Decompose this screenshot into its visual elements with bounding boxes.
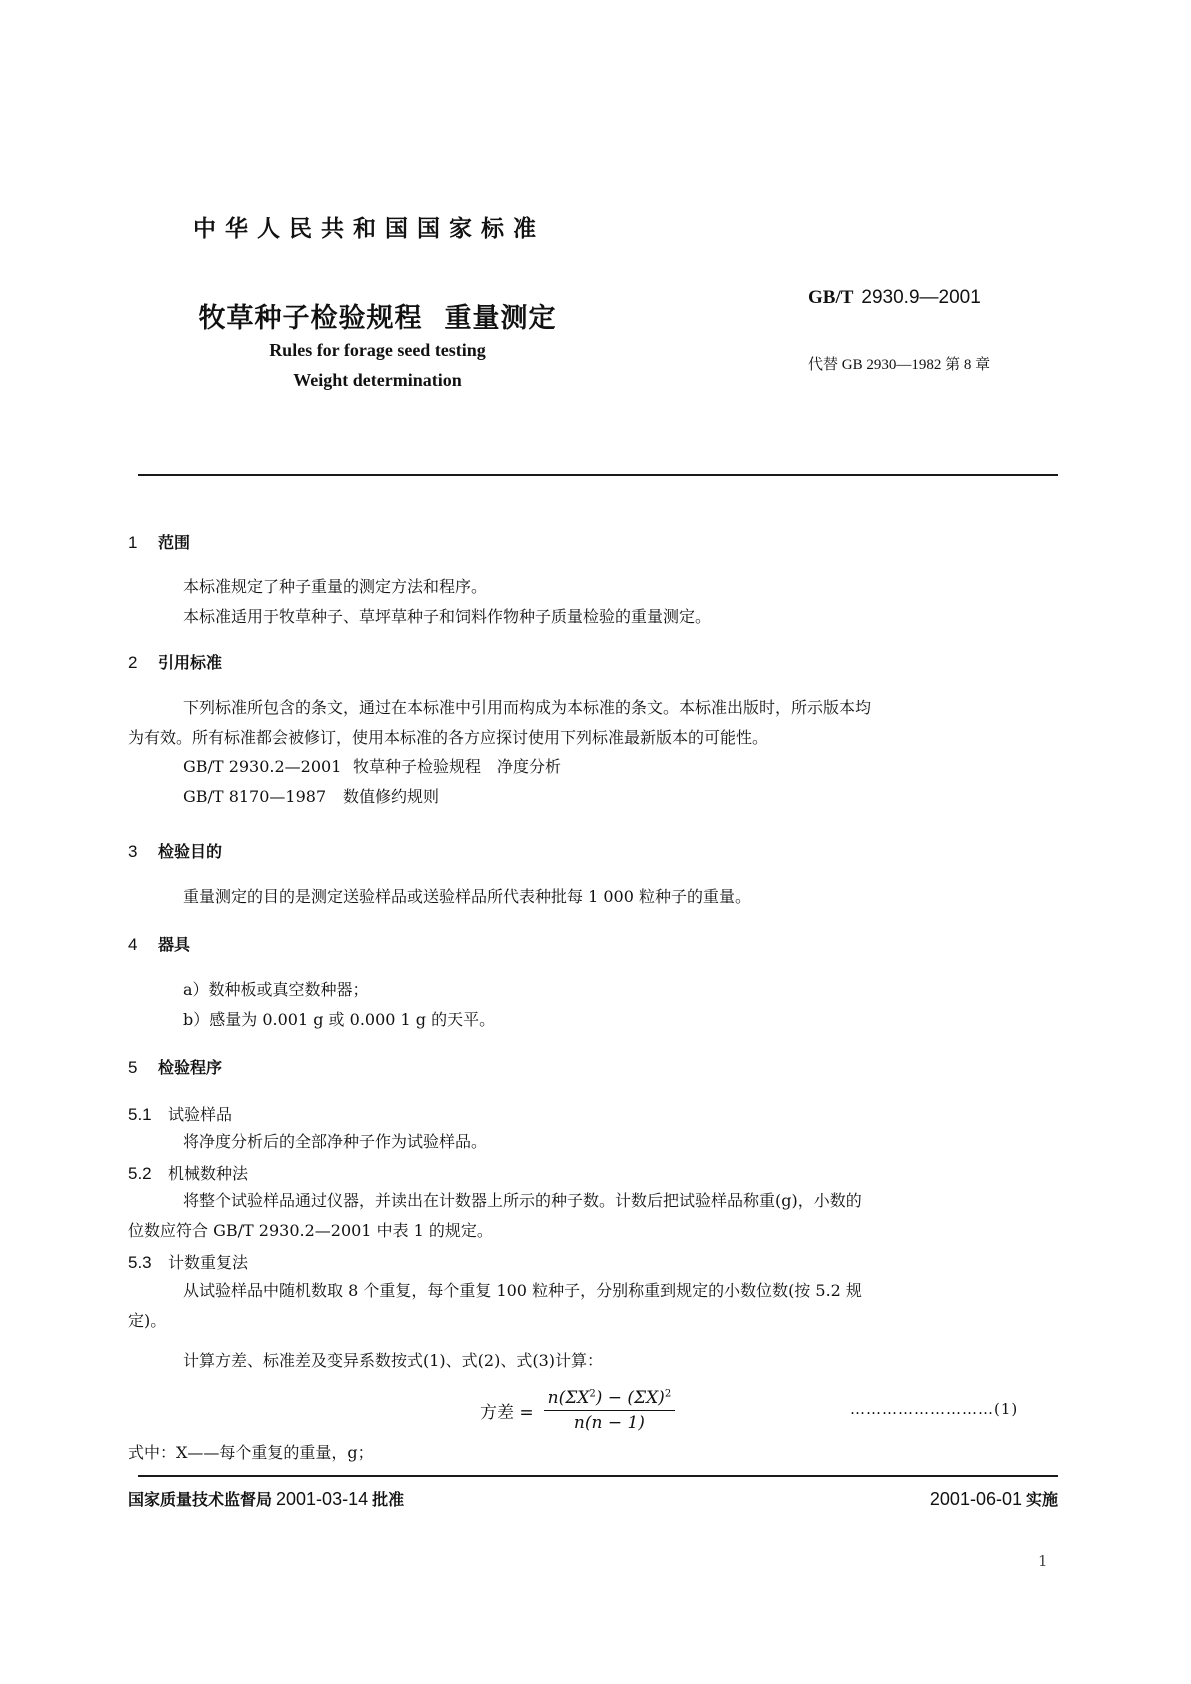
equation-leader-dots: ………………………: [850, 1400, 994, 1418]
approval-date: 2001-03-14: [276, 1489, 369, 1509]
implementation-action: 实施: [1025, 1490, 1058, 1509]
implementation-date: 2001-06-01: [929, 1489, 1022, 1509]
subsection-5-2-paragraph-line1: 将整个试验样品通过仪器，并读出在计数器上所示的种子数。计数后把试验样品称重(g)，小数的: [183, 1191, 862, 1210]
header-divider: [138, 474, 1058, 476]
section-2-heading: [128, 650, 222, 673]
section-1-paragraph-2: 本标准适用于牧草种子、草坪草种子和饲料作物种子质量检验的重量测定。: [183, 607, 712, 626]
document-title-cn: [0, 296, 755, 335]
formula-where-clause: 式中：X——每个重复的重量，g；: [128, 1443, 374, 1462]
standard-code-prefix: GB/T: [808, 287, 854, 308]
equipment-item-a: a）数种板或真空数种器；: [183, 980, 369, 999]
section-5-heading: [128, 1055, 222, 1078]
subsection-number: 5.3: [128, 1253, 152, 1272]
reference-item: [183, 786, 439, 808]
subsection-number: 5.2: [128, 1164, 152, 1183]
section-number: 2: [128, 653, 138, 672]
subsection-5-2-heading: [128, 1161, 248, 1184]
subsection-title: 机械数种法: [168, 1164, 249, 1183]
variance-formula: [480, 1388, 675, 1433]
equation-label: (1): [994, 1400, 1019, 1418]
equipment-item-b: b）感量为 0.001 g 或 0.000 1 g 的天平。: [183, 1010, 496, 1029]
reference-code: GB/T 8170—1987: [183, 787, 327, 806]
subsection-5-1-paragraph: 将净度分析后的全部净种子作为试验样品。: [183, 1132, 488, 1151]
reference-title: 数值修约规则: [343, 787, 440, 806]
replaces-note: 代替 GB 2930—1982 第 8 章: [808, 357, 991, 373]
title-cn-part2: 重量测定: [444, 303, 557, 334]
section-title: 范围: [158, 533, 191, 552]
section-number: 3: [128, 842, 138, 861]
standard-code: [808, 287, 981, 309]
subsection-5-3-paragraph-line2: 定)。: [128, 1311, 167, 1330]
section-number: 4: [128, 935, 138, 954]
section-title: 检验目的: [158, 842, 223, 861]
section-3-heading: [128, 839, 222, 862]
subsection-5-1-heading: [128, 1102, 232, 1125]
formula-lhs: 方差 =: [480, 1403, 534, 1423]
approval-statement: [128, 1487, 404, 1510]
approval-org: 国家质量技术监督局: [128, 1490, 273, 1509]
reference-code: GB/T 2930.2—2001: [183, 757, 342, 776]
section-2-paragraph-line2: 为有效。所有标准都会被修订，使用本标准的各方应探讨使用下列标准最新版本的可能性。: [128, 728, 769, 747]
calculation-intro: 计算方差、标准差及变异系数按式(1)、式(2)、式(3)计算：: [183, 1351, 603, 1370]
section-title: 器具: [158, 935, 191, 954]
subsection-5-3-heading: [128, 1250, 248, 1273]
footer-divider: [138, 1475, 1058, 1477]
subsection-number: 5.1: [128, 1105, 152, 1124]
subsection-5-2-paragraph-line2: 位数应符合 GB/T 2930.2—2001 中表 1 的规定。: [128, 1221, 493, 1240]
document-title-en-line1: Rules for forage seed testing: [269, 340, 486, 360]
section-1-heading: [128, 530, 190, 553]
section-1-paragraph-1: 本标准规定了种子重量的测定方法和程序。: [183, 577, 488, 596]
reference-title: 牧草种子检验规程 净度分析: [353, 757, 562, 776]
subsection-title: 试验样品: [168, 1105, 233, 1124]
section-title: 检验程序: [158, 1058, 223, 1077]
section-number: 1: [128, 533, 138, 552]
implementation-statement: [880, 1487, 1058, 1510]
section-number: 5: [128, 1058, 138, 1077]
formula-denominator: n(n − 1): [573, 1413, 645, 1433]
subsection-title: 计数重复法: [168, 1253, 249, 1272]
subsection-5-3-paragraph-line1: 从试验样品中随机数取 8 个重复，每个重复 100 粒种子，分别称重到规定的小数位数(按 5.2 规: [183, 1281, 862, 1300]
section-2-paragraph-line1: 下列标准所包含的条文，通过在本标准中引用而构成为本标准的条文。本标准出版时，所示版本均: [183, 698, 872, 717]
reference-item: [183, 756, 561, 778]
formula-fraction: [544, 1388, 676, 1433]
page-number: 1: [1038, 1552, 1048, 1570]
section-4-heading: [128, 932, 190, 955]
standard-code-number: 2930.9—2001: [861, 287, 981, 308]
document-title-en-line2: Weight determination: [293, 370, 462, 390]
national-standard-heading: 中华人民共和国国家标准: [193, 216, 545, 242]
title-cn-part1: 牧草种子检验规程: [198, 303, 423, 334]
formula-numerator: $n(\Sigma X^2) - (\Sigma X)^2$: [544, 1388, 676, 1411]
equation-number: [850, 1400, 1018, 1418]
section-title: 引用标准: [158, 653, 223, 672]
section-3-paragraph: 重量测定的目的是测定送验样品或送验样品所代表种批每 1 000 粒种子的重量。: [183, 887, 751, 906]
approval-action: 批准: [372, 1490, 405, 1509]
